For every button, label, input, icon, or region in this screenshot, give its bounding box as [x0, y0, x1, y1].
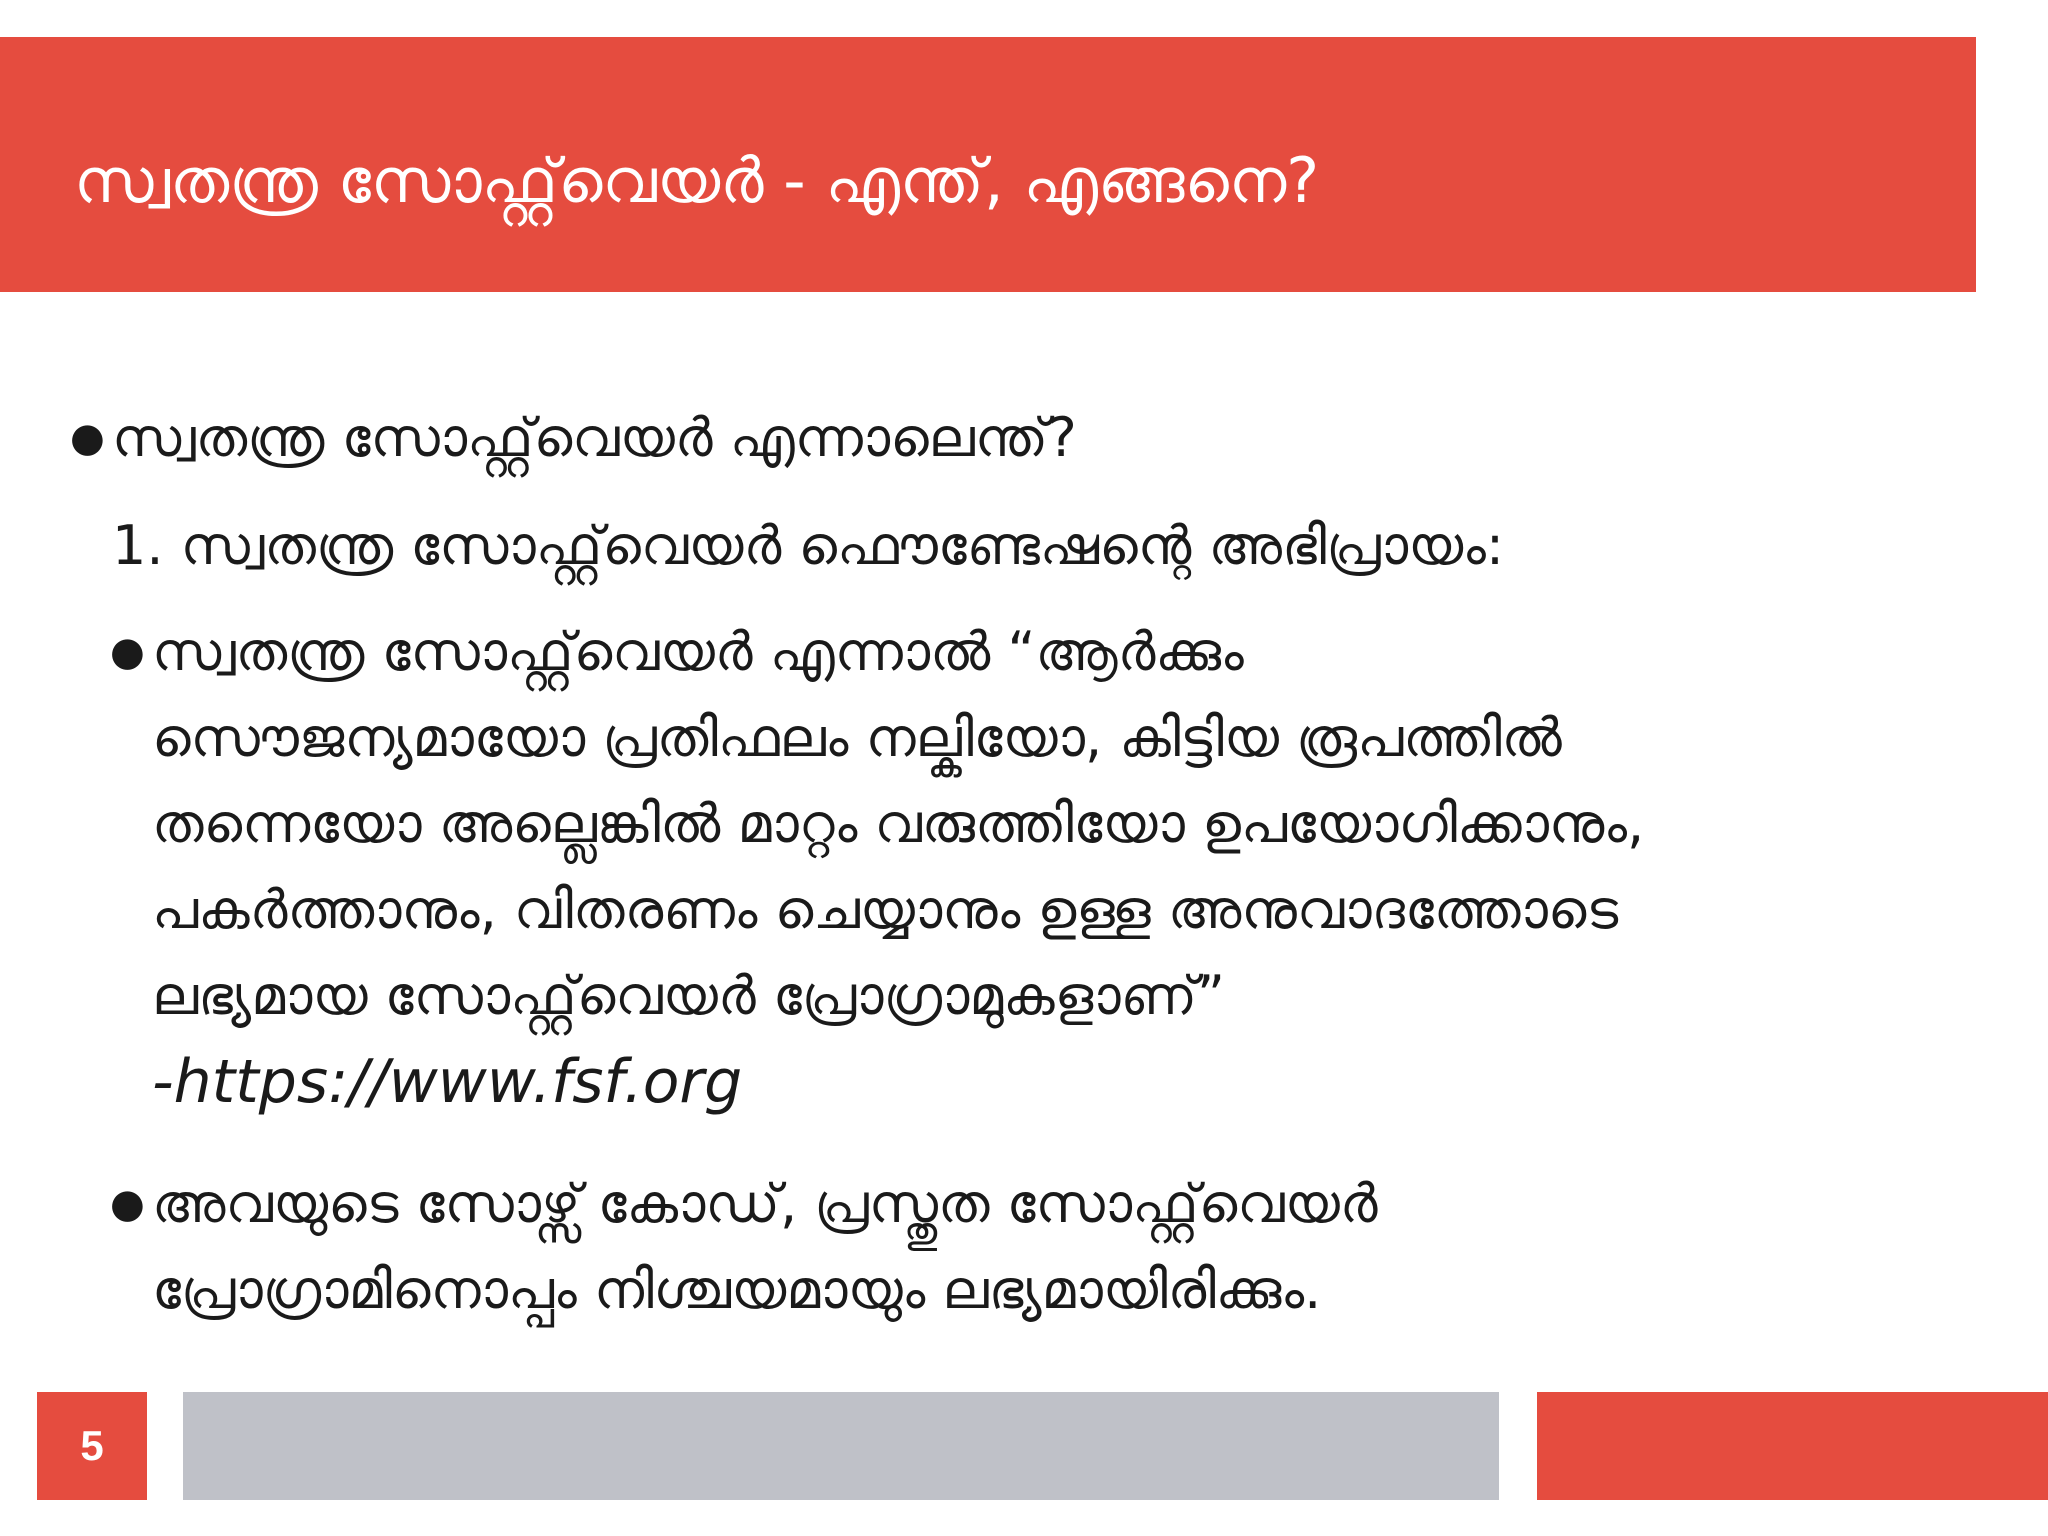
bullet-fsf-definition: [70, 609, 1950, 695]
bullet-text: സ്വതന്ത്ര സോഫ്റ്റ്‌വെയർ എന്നാലെന്ത്?: [112, 406, 1077, 469]
quote-line: സ്വതന്ത്ര സോഫ്റ്റ്‌വെയർ എന്നാൽ “ആർക്കും: [152, 620, 1244, 683]
bullet-source-code-available: [70, 1161, 1950, 1247]
quote-line: പകർത്താനും, വിതരണം ചെയ്യാനും ഉള്ള അനുവാദത്തോടെ: [152, 878, 1619, 941]
slide-content: [70, 395, 1950, 1333]
bullet-dot-icon: ●: [70, 415, 105, 461]
footer-accent-bar: [1537, 1392, 2048, 1500]
numbered-item-fsf-opinion: 1. സ്വതന്ത്ര സോഫ്റ്റ്‌വെയർ ഫൌണ്ടേഷന്റെ അഭിപ്രായം:: [112, 514, 1505, 577]
footer-gray-bar: [183, 1392, 1499, 1500]
quote-line: ലഭ്യമായ സോഫ്റ്റ്‌വെയർ പ്രോഗ്രാമുകളാണ്”: [152, 964, 1226, 1027]
page-number-box: [37, 1392, 147, 1500]
bullet-what-is-free-software: [70, 395, 1950, 481]
bullet-dot-icon: ●: [110, 1181, 145, 1227]
quote-line: തന്നെയോ അല്ലെങ്കിൽ മാറ്റം വരുത്തിയോ ഉപയോഗിക്കാനും,: [152, 792, 1645, 855]
page-number: 5: [80, 1422, 104, 1469]
slide-title: സ്വതന്ത്ര സോഫ്റ്റ്‌വെയർ - എന്ത്, എങ്ങനെ?: [74, 144, 1320, 217]
source-url: -https://www.fsf.org: [152, 1047, 743, 1117]
quote-line: സൌജന്യമായോ പ്രതിഫലം നല്കിയോ, കിട്ടിയ രൂപത്തിൽ: [152, 706, 1562, 769]
source-line: അവയുടെ സോഴ്സ് കോഡ്, പ്രസ്തുത സോഫ്റ്റ്‌വെയർ: [152, 1172, 1378, 1235]
source-line: പ്രോഗ്രാമിനൊപ്പം നിശ്ചയമായും ലഭ്യമായിരിക്കും.: [152, 1258, 1322, 1321]
bullet-dot-icon: ●: [110, 629, 145, 675]
